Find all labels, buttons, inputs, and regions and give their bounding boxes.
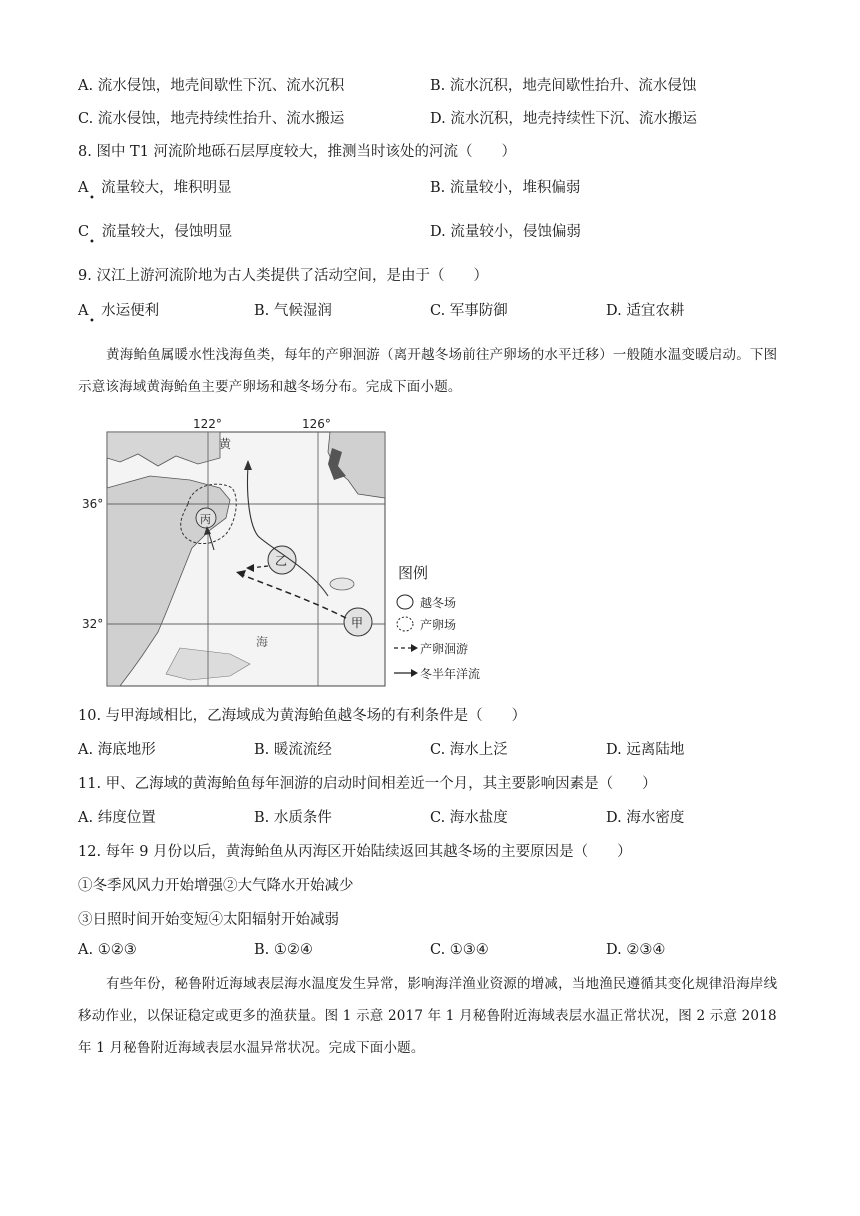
area-yi-label: 乙 xyxy=(275,554,288,568)
q12-statement-2: ③日照时间开始变短④太阳辐射开始减弱 xyxy=(78,912,339,928)
q9-option-c: C. 军事防御 xyxy=(430,303,508,319)
sea-label-top: 黄 xyxy=(219,437,232,451)
q12-option-b: B. ①②④ xyxy=(254,942,313,958)
q8-stem: 8. 图中 T1 河流阶地砾石层厚度较大，推测当时该处的河流（ ） xyxy=(78,144,517,160)
q8-option-a-letter: A xyxy=(78,180,89,196)
q12-option-d: D. ②③④ xyxy=(606,942,666,958)
emphasis-dot: • xyxy=(89,237,95,248)
q7-option-c: C. 流水侵蚀，地壳持续性抬升、流水搬运 xyxy=(78,111,345,127)
q8-option-c-letter: C xyxy=(78,224,90,240)
q12-statement-1: ①冬季风风力开始增强②大气降水开始减少 xyxy=(78,878,354,894)
q11-option-b: B. 水质条件 xyxy=(254,810,332,826)
q9-option-d: D. 适宜农耕 xyxy=(606,303,685,319)
q12-option-a: A. ①②③ xyxy=(78,942,137,958)
area-bing-label: 丙 xyxy=(200,513,211,526)
legend-spawning-symbol xyxy=(397,617,413,631)
q9-option-a-text: 水运便利 xyxy=(101,303,160,319)
yellow-sea-map xyxy=(80,418,500,690)
q9-option-a-letter: A xyxy=(78,303,89,319)
q7-option-b: B. 流水沉积，地壳间歇性抬升、流水侵蚀 xyxy=(430,78,697,94)
q11-option-c: C. 海水盐度 xyxy=(430,810,508,826)
emphasis-dot: • xyxy=(89,316,95,327)
legend-current-arrowhead xyxy=(411,669,418,677)
q10-stem: 10. 与甲海域相比，乙海域成为黄海鲐鱼越冬场的有利条件是（ ） xyxy=(78,708,527,724)
q8-option-b: B. 流量较小，堆积偏弱 xyxy=(430,180,581,196)
passage-peru: 有些年份，秘鲁附近海域表层海水温度发生异常，影响海洋渔业资源的增减，当地渔民遵循其变化规律沿海岸线移动作业，以保证稳定或更多的渔获量。图 1 示意 2017 年 1 月秘鲁附近海域表层水温正常状况，图 2 示意 2018 年 1 月秘鲁附近海域表层水温异常状况。完成下面小题。 xyxy=(78,976,778,1056)
q10-option-b: B. 暖流流经 xyxy=(254,742,332,758)
emphasis-dot: • xyxy=(89,193,95,204)
q7-option-d: D. 流水沉积，地壳持续性下沉、流水搬运 xyxy=(430,111,697,127)
area-jia-label: 甲 xyxy=(351,616,364,630)
q7-option-a: A. 流水侵蚀，地壳间歇性下沉、流水沉积 xyxy=(78,78,345,94)
q8-option-a-text: 流量较大，堆积明显 xyxy=(101,180,232,196)
lat-label-36: 36° xyxy=(82,497,104,511)
q12-option-c: C. ①③④ xyxy=(430,942,489,958)
q9-stem: 9. 汉江上游河流阶地为古人类提供了活动空间，是由于（ ） xyxy=(78,268,488,284)
legend-wintering-label: 越冬场 xyxy=(420,596,457,610)
lon-label-126: 126° xyxy=(302,418,331,431)
q10-option-c: C. 海水上泛 xyxy=(430,742,508,758)
q8-option-c-text: 流量较大，侵蚀明显 xyxy=(101,224,233,240)
q9-option-b: B. 气候湿润 xyxy=(254,303,332,319)
legend-migration-arrowhead xyxy=(411,644,418,652)
legend-current-label: 冬半年洋流 xyxy=(420,667,481,681)
passage-mackerel: 黄海鲐鱼属暖水性浅海鱼类，每年的产卵洄游（离开越冬场前往产卵场的水平迁移）一般随水温变暖启动。下图示意该海域黄海鲐鱼主要产卵场和越冬场分布。完成下面小题。 xyxy=(78,347,778,395)
q8-option-d: D. 流量较小，侵蚀偏弱 xyxy=(430,224,581,240)
q10-option-d: D. 远离陆地 xyxy=(606,742,685,758)
lat-label-32: 32° xyxy=(82,617,104,631)
q11-stem: 11. 甲、乙海域的黄海鲐鱼每年洄游的启动时间相差近一个月，其主要影响因素是（ ） xyxy=(78,776,657,792)
q11-option-a: A. 纬度位置 xyxy=(78,810,156,826)
q11-option-d: D. 海水密度 xyxy=(606,810,685,826)
legend-wintering-symbol xyxy=(397,595,413,609)
lon-label-122: 122° xyxy=(193,418,222,431)
legend-spawning-label: 产卵场 xyxy=(420,618,457,632)
q8-option-c xyxy=(78,220,232,241)
q12-stem: 12. 每年 9 月份以后，黄海鲐鱼从丙海区开始陆续返回其越冬场的主要原因是（ ） xyxy=(78,844,632,860)
legend-migration-label: 产卵洄游 xyxy=(420,642,469,656)
q8-option-a xyxy=(78,176,232,197)
sea-label-bottom: 海 xyxy=(256,635,269,649)
jeju-island xyxy=(330,578,354,590)
legend-title: 图例 xyxy=(398,564,429,582)
q10-option-a: A. 海底地形 xyxy=(78,742,156,758)
